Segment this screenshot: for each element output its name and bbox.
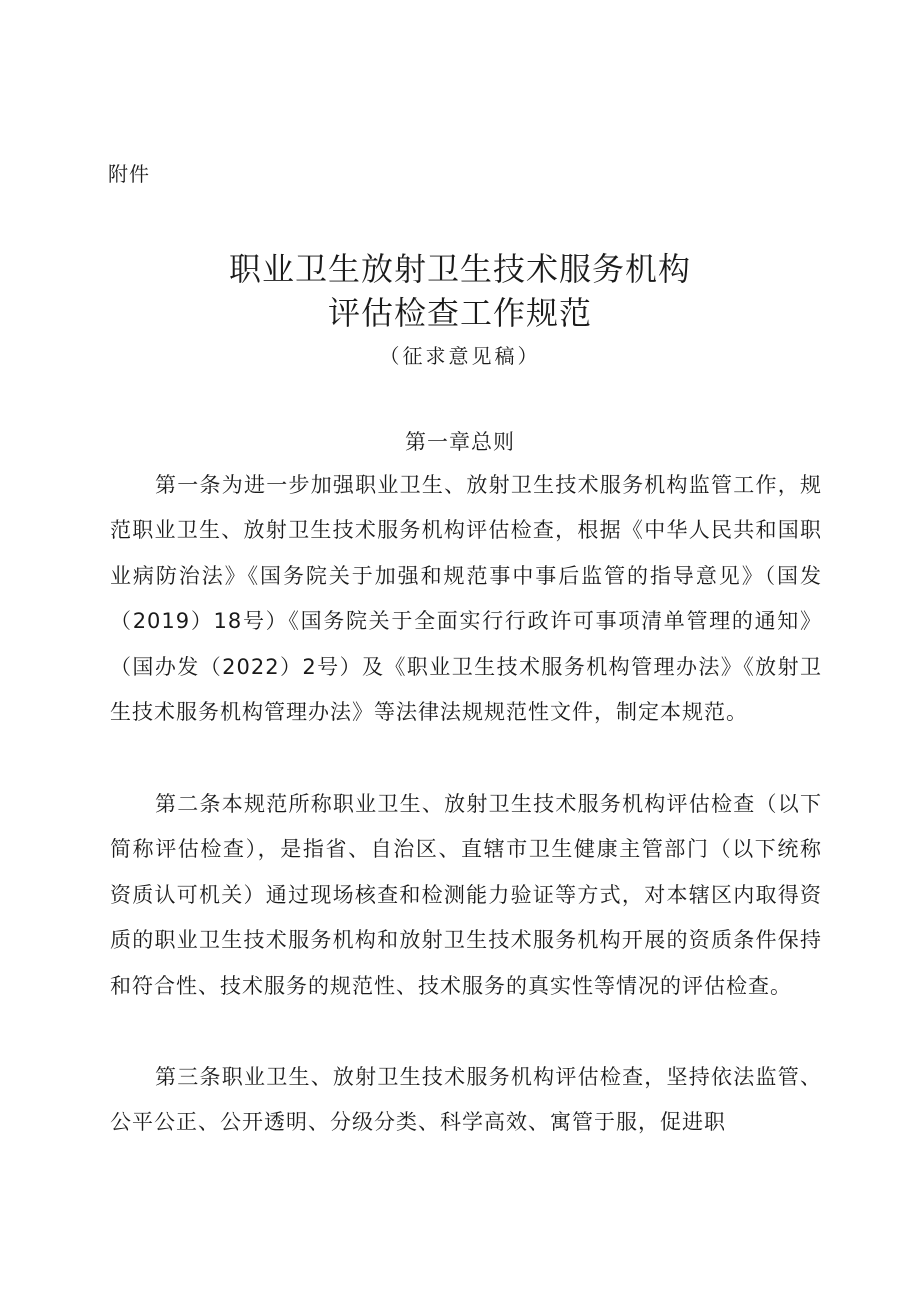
article-1-paragraph: 第一条为进一步加强职业卫生、放射卫生技术服务机构监管工作，规范职业卫生、放射卫生技术服务机构评估检查，根据《中华人民共和国职业病防治法》《国务院关于加强和规范事中事后监管的指导意见》（国发（2019）18号）《国务院关于全面实行行政许可事项清单管理的通知》（国办发（2022）2号）及《职业卫生技术服务机构管理办法》《放射卫生技术服务机构管理办法》等法律法规规范性文件，制定本规范。 [110, 473, 822, 725]
article-3-paragraph: 第三条职业卫生、放射卫生技术服务机构评估检查，坚持依法监管、公平公正、公开透明、分级分类、科学高效、寓管于服，促进职 [110, 1065, 822, 1135]
document-title-line-2: 评估检查工作规范 [327, 294, 592, 332]
document-title-line-1: 职业卫生放射卫生技术服务机构 [228, 250, 691, 288]
chapter-heading: 第一章总则 [405, 430, 515, 454]
draft-subtitle: （征求意见稿） [379, 344, 541, 368]
attachment-label: 附件 [108, 162, 150, 186]
article-2-paragraph: 第二条本规范所称职业卫生、放射卫生技术服务机构评估检查（以下简称评估检查），是指省、自治区、直辖市卫生健康主管部门（以下统称资质认可机关）通过现场核查和检测能力验证等方式，对本辖区内取得资质的职业卫生技术服务机构和放射卫生技术服务机构开展的资质条件保持和符合性、技术服务的规范性、技术服务的真实性等情况的评估检查。 [110, 792, 822, 998]
